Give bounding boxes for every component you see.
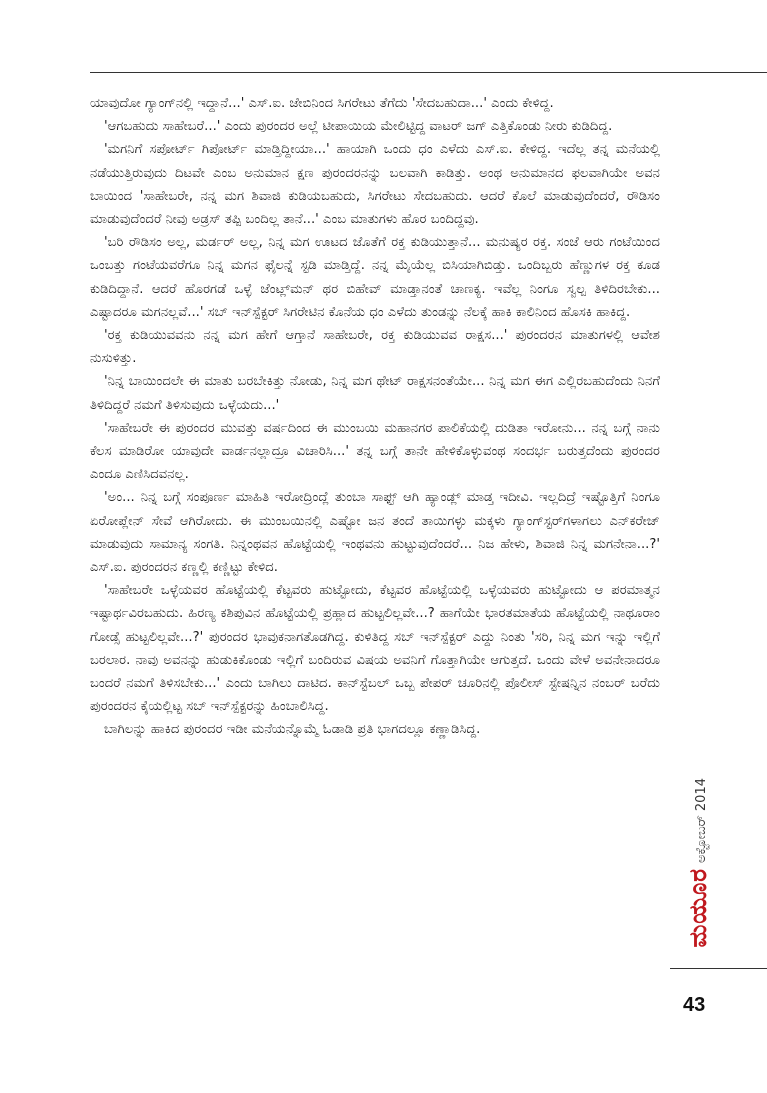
- paragraph: 'ಬರಿ ರೌಡಿಸಂ ಅಲ್ಲ, ಮರ್ಡರ್ ಅಲ್ಲ, ನಿನ್ನ ಮಗ ಊಟದ ಜೊತೆಗೆ ರಕ್ತ ಕುಡಿಯುತ್ತಾನೆ... ಮನುಷ್ಯರ ರಕ್ತ. ಸಂಜೆ ಆರು ಗಂಟೆಯಿಂದ ಒಂಬತ್ತು ಗಂಟೆಯವರೆಗೂ ನಿನ್ನ ಮಗನ ಫೈಲನ್ನೆ ಸ್ಟಡಿ ಮಾಡ್ತಿದ್ದೆ. ನನ್ನ ಮೈಯೆಲ್ಲ ಬಿಸಿಯಾಗಿಬಿಡ್ತು. ಒಂದಿಬ್ಬರು ಹೆಣ್ಣುಗಳ ರಕ್ತ ಕೂಡ ಕುಡಿದಿದ್ದಾನೆ. ಆದರೆ ಹೊರಗಡೆ ಒಳ್ಳೆ ಜೆಂಟ್ಲ್‌ಮನ್ ಥರ ಬಿಹೇವ್ ಮಾಡ್ತಾನಂತೆ ಚಾಣಕ್ಯ. ಇವೆಲ್ಲ ನಿಂಗೂ ಸ್ವಲ್ಪ ತಿಳಿದಿರಬೇಕು... ಎಷ್ಟಾದರೂ ಮಗನಲ್ಲವೆ...' ಸಬ್ ಇನ್‌ಸ್ಪೆಕ್ಟರ್ ಸಿಗರೇಟಿನ ಕೊನೆಯ ಧಂ ಎಳೆದು ತುಂಡನ್ನು ನೆಲಕ್ಕೆ ಹಾಕಿ ಕಾಲಿನಿಂದ ಹೊಸಕಿ ಹಾಕಿದ್ದ.: [90, 235, 660, 320]
- paragraph: 'ಮಗನಿಗೆ ಸಪೋರ್ಟ್ ಗಿಪೋರ್ಟ್ ಮಾಡ್ತಿದ್ದೀಯಾ...' ಹಾಯಾಗಿ ಒಂದು ಧಂ ಎಳೆದು ಎಸ್.ಐ. ಕೇಳಿದ್ದ. ಇದೆಲ್ಲ ತನ್ನ ಮನೆಯಲ್ಲಿ ನಡೆಯುತ್ತಿರುವುದು ದಿಟವೇ ಎಂಬ ಅನುಮಾನ ಕ್ಷಣ ಪುರಂದರನನ್ನು ಬಲವಾಗಿ ಕಾಡಿತ್ತು. ಅಂಥ ಅನುಮಾನದ ಫಲವಾಗಿಯೇ ಅವನ ಬಾಯಿಂದ 'ಸಾಹೇಬರೇ, ನನ್ನ ಮಗ ಶಿವಾಜಿ ಕುಡಿಯಬಹುದು, ಸಿಗರೇಟು ಸೇದಬಹುದು. ಆದರೆ ಕೊಲೆ ಮಾಡುವುದೆಂದರೆ, ರೌಡಿಸಂ ಮಾಡುವುದೆಂದರೆ ನೀವು ಅಡ್ರಸ್ ತಪ್ಪಿ ಬಂದಿಲ್ಲ ತಾನೆ...' ಎಂಬ ಮಾತುಗಳು ಹೊರ ಬಂದಿದ್ದವು.: [90, 142, 660, 228]
- paragraph: 'ಸಾಹೇಬರೇ ಒಳ್ಳೆಯವರ ಹೊಟ್ಟೆಯಲ್ಲಿ ಕೆಟ್ಟವರು ಹುಟ್ಟೋದು, ಕೆಟ್ಟವರ ಹೊಟ್ಟೆಯಲ್ಲಿ ಒಳ್ಳೆಯವರು ಹುಟ್ಟೋದು ಆ ಪರಮಾತ್ಮನ ಇಷ್ಟಾರ್ಥವಿರಬಹುದು. ಹಿರಣ್ಯ ಕಶಿಪುವಿನ ಹೊಟ್ಟೆಯಲ್ಲಿ ಪ್ರಹ್ಲಾದ ಹುಟ್ಟಲಿಲ್ಲವೇ...? ಹಾಗೆಯೇ ಭಾರತಮಾತೆಯ ಹೊಟ್ಟೆಯಲ್ಲಿ ನಾಥೂರಾಂ ಗೋಡ್ಸೆ ಹುಟ್ಟಲಿಲ್ಲವೇ...?' ಪುರಂದರ ಭಾವುಕನಾಗತೊಡಗಿದ್ದ. ಕುಳಿತಿದ್ದ ಸಬ್ ಇನ್‌ಸ್ಪೆಕ್ಟರ್ ಎದ್ದು ನಿಂತು 'ಸರಿ, ನಿನ್ನ ಮಗ ಇನ್ನು ಇಲ್ಲಿಗೆ ಬರಲಾರ. ನಾವು ಅವನನ್ನು ಹುಡುಕಿಕೊಂಡು ಇಲ್ಲಿಗೆ ಬಂದಿರುವ ವಿಷಯ ಅವನಿಗೆ ಗೊತ್ತಾಗಿಯೇ ಆಗುತ್ತದೆ. ಒಂದು ವೇಳೆ ಅವನೇನಾದರೂ ಬಂದರೆ ನಮಗೆ ತಿಳಿಸಬೇಕು...' ಎಂದು ಬಾಗಿಲು ದಾಟಿದ. ಕಾನ್‌ಸ್ಟೆಬಲ್ ಒಬ್ಬ ಪೇಪರ್ ಚೂರಿನಲ್ಲಿ ಪೊಲೀಸ್ ಸ್ಟೇಷನ್ನಿನ ನಂಬರ್ ಬರೆದು ಪುರಂದರನ ಕೈಯಲ್ಲಿಟ್ಟ ಸಬ್ ಇನ್‌ಸ್ಪೆಕ್ಟರನ್ನು ಹಿಂಬಾಲಿಸಿದ್ದ.: [90, 583, 660, 715]
- paragraph: 'ಆಗಬಹುದು ಸಾಹೇಬರೆ...' ಎಂದು ಪುರಂದರ ಅಲ್ಲೆ ಟೀಪಾಯಿಯ ಮೇಲಿಟ್ಟಿದ್ದ ವಾಟರ್ ಜಗ್ ಎತ್ತಿಕೊಂಡು ನೀರು ಕುಡಿದಿದ್ದ.: [104, 119, 613, 135]
- paragraph: 'ರಕ್ತ ಕುಡಿಯುವವನು ನನ್ನ ಮಗ ಹೇಗೆ ಆಗ್ತಾನೆ ಸಾಹೇಬರೇ, ರಕ್ತ ಕುಡಿಯುವವ ರಾಕ್ಷಸ...' ಪುರಂದರನ ಮಾತುಗಳಲ್ಲಿ ಆವೇಶ ನುಸುಳಿತ್ತು.: [90, 328, 660, 367]
- masthead: [684, 862, 710, 954]
- article-body: [90, 92, 660, 742]
- paragraph: 'ಸಾಹೇಬರೇ ಈ ಪುರಂದರ ಮುವತ್ತು ವರ್ಷದಿಂದ ಈ ಮುಂಬಯಿ ಮಹಾನಗರ ಪಾಲಿಕೆಯಲ್ಲಿ ದುಡಿತಾ ಇರೋನು... ನನ್ನ ಬಗ್ಗೆ ನಾನು ಕೆಲಸ ಮಾಡಿರೋ ಯಾವುದೇ ವಾರ್ಡನಲ್ಲಾದ್ರೂ ವಿಚಾರಿಸಿ...' ತನ್ನ ಬಗ್ಗೆ ತಾನೇ ಹೇಳಿಕೊಳ್ಳುವಂಥ ಸಂದರ್ಭ ಬರುತ್ತದೆಂದು ಪುರಂದರ ಎಂದೂ ಎಣಿಸಿದವನಲ್ಲ.: [90, 420, 660, 483]
- paragraph: ಬಾಗಿಲನ್ನು ಹಾಕಿದ ಪುರಂದರ ಇಡೀ ಮನೆಯನ್ನೊಮ್ಮೆ ಓಡಾಡಿ ಪ್ರತಿ ಭಾಗದಲ್ಲೂ ಕಣ್ಣಾಡಿಸಿದ್ದ.: [104, 722, 481, 738]
- masthead-logo: ಮಯೂರ: [682, 868, 712, 948]
- page-number-rule: [670, 968, 767, 969]
- issue-date: ಅಕ್ಟೋಬರ್ 2014: [694, 778, 709, 864]
- page-number: 43: [683, 994, 706, 1016]
- top-rule: [90, 72, 767, 73]
- paragraph: ಯಾವುದೋ ಗ್ಯಾಂಗ್‌ನಲ್ಲಿ ಇದ್ದಾನೆ...' ಎಸ್.ಐ. ಜೇಬಿನಿಂದ ಸಿಗರೇಟು ತೆಗೆದು 'ಸೇದಬಹುದಾ...' ಎಂದು ಕೇಳಿದ್ದ.: [90, 96, 554, 111]
- paragraph: 'ನಿನ್ನ ಬಾಯಿಂದಲೇ ಈ ಮಾತು ಬರಬೇಕಿತ್ತು ನೋಡು, ನಿನ್ನ ಮಗ ಥೇಟ್ ರಾಕ್ಷಸನಂತೆಯೇ... ನಿನ್ನ ಮಗ ಈಗ ಎಲ್ಲಿರಬಹುದೆಂದು ನಿನಗೆ ತಿಳಿದಿದ್ದರೆ ನಮಗೆ ತಿಳಿಸುವುದು ಒಳ್ಳೆಯದು...': [90, 374, 660, 413]
- paragraph: 'ಅಂ... ನಿನ್ನ ಬಗ್ಗೆ ಸಂಪೂರ್ಣ ಮಾಹಿತಿ ಇರೋದ್ರಿಂದ್ಲೆ ತುಂಬಾ ಸಾಫ್ಟ್ ಆಗಿ ಹ್ಯಾಂಡ್ಲ್ ಮಾಡ್ತ ಇದೀವಿ. ಇಲ್ಲದಿದ್ರೆ ಇಷ್ಟೊತ್ತಿಗೆ ನಿಂಗೂ ಏರೋಪ್ಲೇನ್ ಸೇವೆ ಆಗಿರೋದು. ಈ ಮುಂಬಯಿನಲ್ಲಿ ಎಷ್ಟೋ ಜನ ತಂದೆ ತಾಯಿಗಳ್ಳು ಮಕ್ಕಳು ಗ್ಯಾಂಗ್‌ಸ್ಟರ್‌ಗಳಾಗಲು ಎನ್‌ಕರೇಜ್ ಮಾಡುವುದು ಸಾಮಾನ್ಯ ಸಂಗತಿ. ನಿನ್ನಂಥವನ ಹೊಟ್ಟೆಯಲ್ಲಿ ಇಂಥವನು ಹುಟ್ಟುವುದೆಂದರೆ... ನಿಜ ಹೇಳು, ಶಿವಾಜಿ ನಿನ್ನ ಮಗನೇನಾ...?' ಎಸ್.ಐ. ಪುರಂದರನ ಕಣ್ಣಲ್ಲಿ ಕಣ್ಣಿಟ್ಟು ಕೇಳಿದ.: [90, 490, 660, 576]
